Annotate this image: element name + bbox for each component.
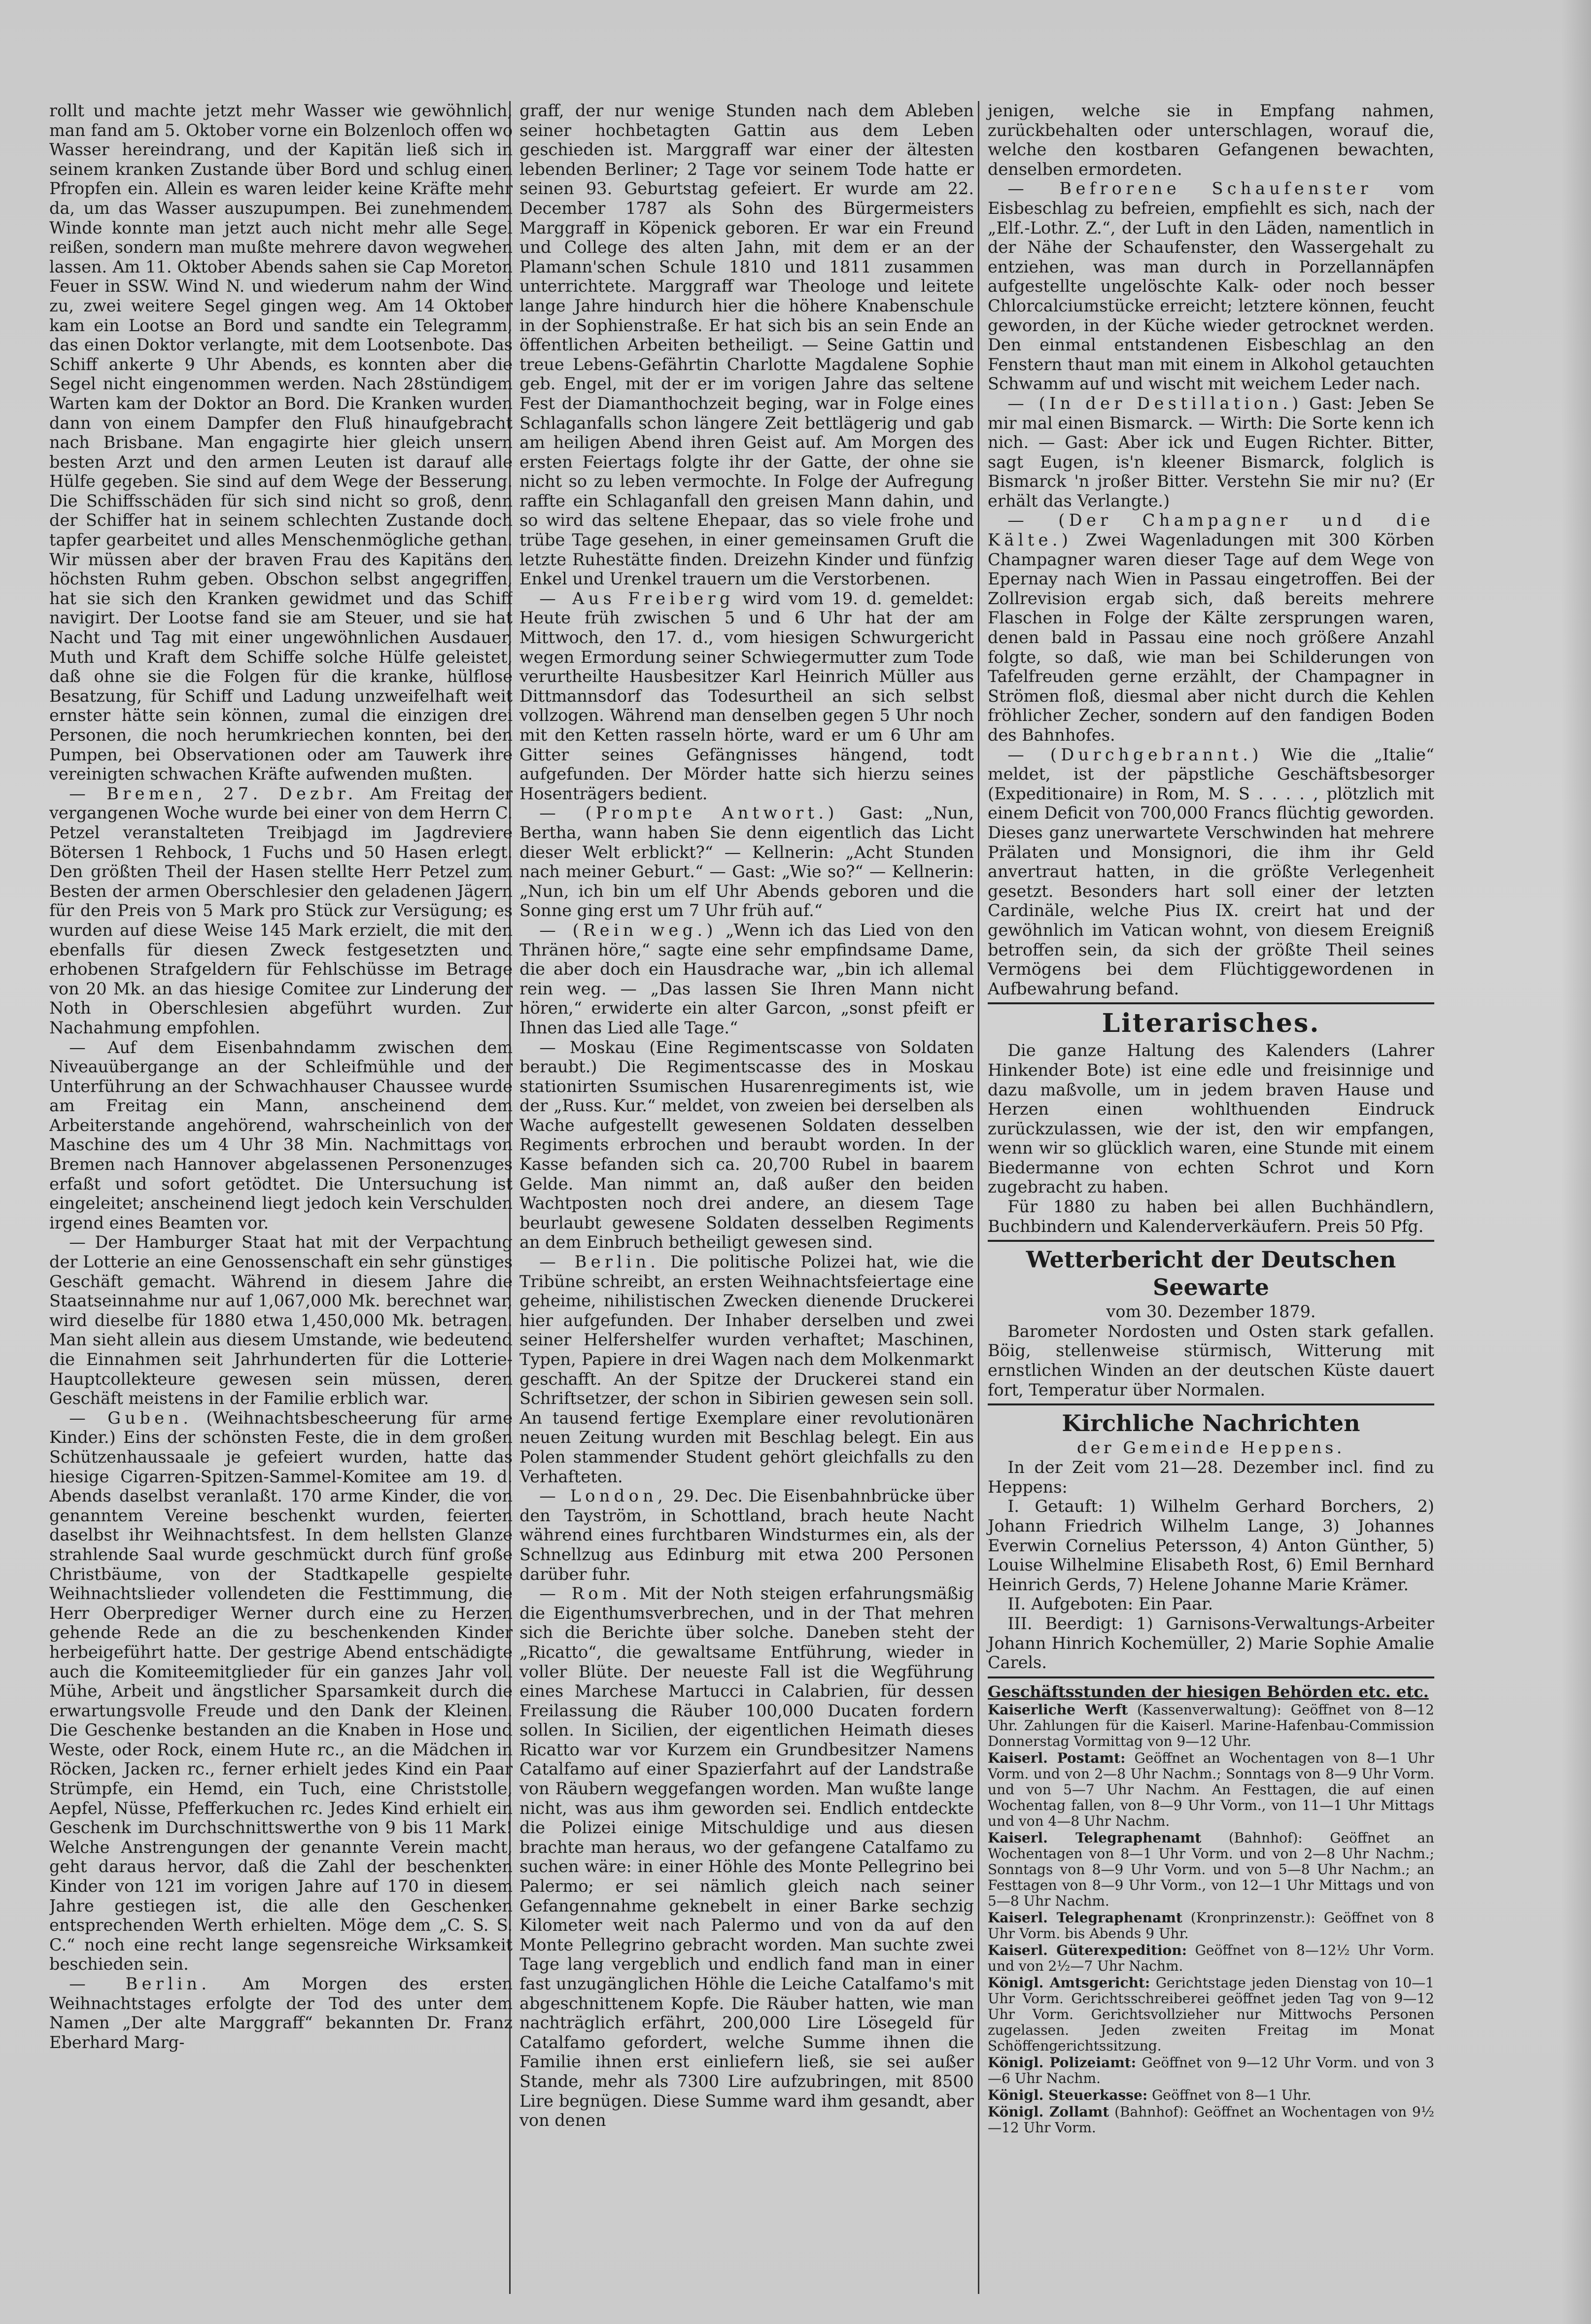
article-text: (Weihnachtsbescheerung für arme Kinder.) Eins der schönsten Feste, die in dem großen Schützenhaussaale je gefeiert wurden, hatte das hiesige Cigarren-Spitzen-Sammel-Komitee am 19. d. Abends daselbst veranlaßt. 170 arme Kinder, die von genanntem Vereine beschenkt wurden, feierten daselbst ihr Weihnachtsfest. In dem hellsten Glanze strahlende Saal wurde geschmückt durch fünf große Christbäume, von der Stadtkapelle gespielte Weihnachtslieder vollendeten die Festtimmung, die Herr Oberprediger Werner durch eine zu Herzen gehende Rede an die zu beschenkenden Kinder herbeigeführt hatte. Der gestrige Abend entschädigte auch die Komiteemitglieder für ein ganzes Jahr voll Mühe, Arbeit und ängstlicher Sparsamkeit durch die erwartungsvolle Freude und den Dank der Kleinen. Die Geschenke bestanden an die Knaben in Hose und Weste, oder Rock, einem Hute rc., an die Mädchen in Röcken, Jacken rc., ferner erhielt jedes Kind ein Paar Strümpfe, ein Hemd, ein Tuch, eine Christstolle, Aepfel, Nüsse, Pfefferkuchen rc. Jedes Kind erhielt ein Geschenk im Durchschnittswerthe von 9 bis 11 Mark! Welche Anstrengungen der genannte Verein macht, geht daraus hervor, daß die Zahl der beschenkten Kinder von 121 im vorigen Jahre auf 170 in diesem Jahre gestiegen ist, die alle den Geschenken entsprechenden Werth erhielten. Möge dem „C. S. S. C.“ noch eine recht lange segensreiche Wirksamkeit beschieden sein. bbox=[49, 1408, 513, 1974]
office-times: (Bahnhof): Geöffnet an Wochentagen von 9½—12 Uhr Vorm. bbox=[988, 2103, 1434, 2136]
article-bremen bbox=[49, 784, 513, 1038]
article-berlin-2 bbox=[519, 1252, 974, 1486]
office-name: Kaiserl. Telegraphenamt bbox=[988, 1829, 1202, 1846]
office-times: (Bahnhof): Geöffnet an Wochentagen von 8—1 Uhr Vorm. und von 2—8 Uhr Nachm.; Sonntags von 8—9 Uhr Vorm. und von 5—8 Uhr Nachm.; an Festtagen von 8—9 Uhr Vorm., von 12—1 Uhr Mittags und von 5—8 Uhr Nachm. bbox=[988, 1829, 1434, 1909]
article-text: wird vom 19. d. gemeldet: Heute früh zwischen 5 und 6 Uhr hat der am Mittwoch, den 17. d., vom hiesigen Schwurgericht wegen Ermordung seiner Schwiegermutter zum Tode verurtheilte Hausbesitzer Karl Heinrich Müller aus Dittmannsdorf das Todesurtheil an sich selbst vollzogen. Während man denselben gegen 5 Uhr noch mit den Ketten rasseln hörte, ward er um 6 Uhr am Gitter seines Gefängnisses hängend, todt aufgefunden. Der Mörder hatte sich hierzu seines Hosenträgers bedient. bbox=[519, 588, 974, 803]
article-lead: — (In der Destillation.) bbox=[1007, 393, 1303, 413]
office-hours-entry bbox=[988, 2087, 1434, 2103]
article-text: Am Freitag der vergangenen Woche wurde bei einer von dem Herrn C. Petzel veranstalteten Treibjagd im Jagdreviere Bötersen 1 Rehbock, 1 Fuchs und 50 Hasen erlegt. Den größten Theil der Hasen stellte Herr Petzel zum Besten der armen Oberschlesier den geladenen Jägern für den Preis von 5 Mark pro Stück zur Versügung; es wurden auf diese Weise 145 Mark erzielt, die mit den ebenfalls für diesen Zweck festgesetzten und erhobenen Strafgeldern für Fehlschüsse im Betrage von 20 Mk. an das hiesige Comitee zur Linderung der Noth in Oberschlesien abgeführt wurden. Zur Nachahmung empfohlen. bbox=[49, 784, 513, 1037]
section-heading-literarisches: Literarisches. bbox=[1102, 1008, 1320, 1039]
office-name: Kaiserl. Telegraphenamt bbox=[988, 1909, 1182, 1926]
article-london bbox=[519, 1486, 974, 1584]
office-hours-entry bbox=[988, 1910, 1434, 1942]
office-times: Geöffnet von 9—12 Uhr Vorm. und von 3—6 Uhr Nachm. bbox=[988, 2054, 1434, 2086]
article-lead: — Berlin. bbox=[69, 1974, 211, 1993]
article-schaufenster bbox=[988, 179, 1434, 394]
article-text: Am Morgen des ersten Weihnachtstages erfolgte der Tod des unter dem Namen „Der alte Marggraff“ bekannten Dr. Franz Eberhard Marg- bbox=[49, 1974, 513, 2052]
section-divider bbox=[988, 1403, 1434, 1405]
office-hours-entry bbox=[988, 1943, 1434, 1974]
office-times: (Kronprinzenstr.): Geöffnet von 8 Uhr Vorm. bis Abends 9 Uhr. bbox=[988, 1909, 1434, 1942]
office-times: Geöffnet von 8—1 Uhr. bbox=[1152, 2086, 1312, 2103]
article-lead: — Bremen, 27. Dezbr. bbox=[69, 784, 357, 803]
column-3 bbox=[981, 101, 1434, 2294]
article-prompte-antwort bbox=[519, 803, 974, 921]
article-lead: — (Rein weg.) bbox=[539, 920, 717, 940]
office-hours-entry bbox=[988, 2104, 1434, 2136]
article-text: — Der Hamburger Staat hat mit der Verpachtung der Lotterie an eine Genossenschaft ein sehr günstiges Geschäft gemacht. Während in diesem Jahre die Staatseinnahme nur auf 1,067,000 Mk. berechnet war, wird dieselbe für 1880 etwa 1,450,000 Mk. betragen. Man sieht allein aus diesem Umstande, wie bedeutend die Einnahmen seit Jahrhunderten für die Lotterie-Hauptcollekteure gewesen sein müssen, deren Geschäft meistens in der Familie erblich war. bbox=[49, 1232, 513, 1408]
office-times: (Kassenverwaltung): Geöffnet von 8—12 Uhr. Zahlungen für die Kaiserl. Marine-Hafenbau-Commission Donnerstag Vormittag von 9—12 Uhr. bbox=[988, 1701, 1434, 1749]
office-name: Königl. Zollamt bbox=[988, 2103, 1109, 2120]
column-2 bbox=[513, 101, 981, 2294]
office-name: Königl. Steuerkasse: bbox=[988, 2086, 1148, 2103]
church-baptized: I. Getauft: 1) Wilhelm Gerhard Borchers, 2) Johann Friedrich Wilhelm Lange, 3) Johannes Everwin Cornelius Petersson, 4) Anton Günther, 5) Louise Wilhelmine Elisabeth Rost, 6) Emil Bernhard Heinrich Gerds, 7) Helene Johanne Marie Krämer. bbox=[988, 1497, 1434, 1594]
article-text: — Auf dem Eisenbahndamm zwischen dem Niveauübergange an der Schleifmühle und der Unterführung an der Schwachhauser Chaussee wurde am Freitag ein Mann, anscheinend dem Arbeiterstande angehörend, wahrscheinlich von der Maschine des um 4 Uhr 38 Min. Nachmittags von Bremen nach Hannover abgelassenen Personenzuges erfaßt und sofort getödtet. Die Untersuchung ist eingeleitet; anscheinend liegt jedoch kein Verschulden irgend eines Beamten vor. bbox=[49, 1037, 513, 1232]
article-text: Mit der Noth steigen erfahrungsmäßig die Eigenthumsverbrechen, und in der That mehren sich die Berichte über solche. Daneben steht der „Ricatto“, die gewaltsame Entführung, wieder in voller Blüte. Der neueste Fall ist die Wegführung eines Marchese Martucci in Calabrien, für dessen Freilassung die Räuber 100,000 Ducaten fordern sollen. In Sicilien, der eigentlichen Heimath dieses Ricatto war vor Kurzem ein Grundbesitzer Namens Catalfamo auf einer Spazierfahrt auf der Landstraße von Räubern weggefangen worden. Man wußte lange nicht, was aus ihm geworden sei. Endlich entdeckte die Polizei einige Mitschuldige und aus diesen brachte man heraus, wo der gefangene Catalfamo zu suchen wäre: in einer Höhle des Monte Pellegrino bei Palermo; er sei nämlich gleich nach seiner Gefangennahme geknebelt in einer Barke sechzig Kilometer weit nach Palermo und von da auf den Monte Pellegrino gebracht worden. Man suchte zwei Tage lang vergeblich und endlich fand man in einer fast unzugänglichen Höhle die Leiche Catalfamo's mit abgeschnittenem Kopfe. Die Räuber hatten, wie man nachträglich erfährt, 200,000 Lire Lösegeld für Catalfamo gefordert, welche Summe ihnen die Familie ihnen erst einliefern ließ, sie sei außer Stande, mehr als 7300 Lire aufzubringen, mit 8500 Lire begnügen. Diese Summe ward ihm gesandt, aber von denen bbox=[519, 1584, 974, 2130]
office-name: Königl. Polizeiamt: bbox=[988, 2054, 1137, 2071]
section-divider bbox=[988, 1240, 1434, 1242]
office-hours-entry bbox=[988, 1702, 1434, 1749]
article-rein-weg bbox=[519, 921, 974, 1038]
article-text: vom Eisbeschlag zu befreien, empfiehlt es sich, nach der „Elf.-Lothr. Z.“, der Luft in den Läden, namentlich in der Nähe der Schaufenster, den Wassergehalt zu entziehen, was man durch in Porzellannäpfen aufgestellte ungelöschte Kalk- oder noch besser Chlorcalciumstücke erreicht; letztere können, feucht geworden, in der Küche wieder getrocknet werden. Den einmal entstandenen Eisbeschlag an den Fenstern thaut man mit einem in Alkohol getauchten Schwamm auf und wischt mit weichem Leder nach. bbox=[988, 179, 1434, 394]
article-text: Gast: „Nun, Bertha, wann haben Sie denn eigentlich das Licht dieser Welt erblickt?“ — Kellnerin: „Acht Stunden nach meiner Geburt.“ — Gast: „Wie so?“ — Kellnerin: „Nun, ich bin um elf Uhr Abends geboren und die Sonne ging erst um 7 Uhr früh auf.“ bbox=[519, 803, 974, 921]
page-edge-shadow bbox=[1561, 0, 1591, 2324]
article-text: Gast: Jeben Se mir mal einen Bismarck. — Wirth: Die Sorte kenn ich nich. — Gast: Aber ick und Eugen Richter. Bitter, sagt Eugen, is'n kleener Bismarck, folglich is Bismarck 'n jroßer Bitter. Verstehn Sie mir nu? (Er erhält das Verlangte.) bbox=[988, 393, 1434, 511]
article-lead: — Berlin. bbox=[539, 1252, 660, 1272]
article-freiberg bbox=[519, 589, 974, 804]
article-rom bbox=[519, 1584, 974, 2130]
section-divider bbox=[988, 1676, 1434, 1678]
article-lead: — (Durchgebrannt.) bbox=[1007, 745, 1263, 764]
column-1 bbox=[49, 101, 513, 2294]
office-hours-entry bbox=[988, 1750, 1434, 1829]
office-times: Gerichtstage jeden Dienstag von 10—1 Uhr Vorm. Gerichtsschreiberei geöffnet jeden Tag von 9—12 Uhr Vorm. Gerichtsvollzieher nur Mittwochs Personen zugelassen. Jeden zweiten Freitag im Monat Schöffengerichtssitzung. bbox=[988, 1974, 1434, 2054]
office-hours-entry bbox=[988, 1830, 1434, 1909]
article-text: 29. Dec. Die Eisenbahnbrücke über den Tayström, in Schottland, brach heute Nacht während eines furchtbaren Windsturmes ein, als der Schnellzug aus Edinburg mit etwa 200 Personen darüber fuhr. bbox=[519, 1486, 974, 1584]
article-champagner bbox=[988, 511, 1434, 745]
church-subheading: der Gemeinde Heppens. bbox=[1077, 1438, 1345, 1458]
office-hours bbox=[988, 1682, 1434, 2136]
office-name: Kaiserliche Werft bbox=[988, 1701, 1128, 1718]
article-lead: — (Der Champagner und die Kälte.) bbox=[988, 511, 1434, 550]
article-text: graff, der nur wenige Stunden nach dem Ableben seiner hochbetagten Gattin aus dem Leben geschieden ist. Marggraff war einer der ältesten lebenden Berliner; 2 Tage vor seinem Tode hatte er seinen 93. Geburtstag gefeiert. Er wurde am 22. December 1787 als Sohn des Bürgermeisters Marggraff in Köpenick geboren. Er war ein Freund und College des alten Jahn, mit dem er an der Plamann'schen Schule 1810 und 1811 zusammen unterrichtete. Marggraff war Theologe und leitete lange Jahre hindurch hier die höhere Knabenschule in der Sophienstraße. Er hat sich bis an sein Ende an öffentlichen Arbeiten betheiligt. — Seine Gattin und treue Lebens-Gefährtin Charlotte Magdalene Sophie geb. Engel, mit der er im vorigen Jahre das seltene Fest der Diamanthochzeit beging, war in Folge eines Schlaganfalls schon längere Zeit bettlägerig und gab am heiligen Abend ihren Geist auf. Am Morgen des ersten Feiertags folgte ihr der Gatte, der ohne sie nicht so zu leben vermochte. In Folge der Aufregung raffte ein Schlaganfall den greisen Mann dahin, und so wird das seltene Ehepaar, das so viele frohe und trübe Tage gesehen, in einer gemeinsamen Gruft die letzte Ruhestätte finden. Dreizehn Kinder und fünfzig Enkel und Urenkel trauern um die Verstorbenen. bbox=[519, 101, 974, 589]
church-banns: II. Aufgeboten: Ein Paar. bbox=[1007, 1594, 1213, 1614]
article-text: rollt und machte jetzt mehr Wasser wie gewöhnlich, man fand am 5. Oktober vorne ein Bolzenloch offen wo Wasser hereindrang, und der Kapitän ließ sich in seinem kranken Zustande über Bord und schlug einen Pfropfen ein. Allein es waren leider keine Kräfte mehr da, um das Wasser auszupumpen. Bei zunehmendem Winde konnte man jetzt auch nicht mehr alle Segel reißen, sondern man mußte mehrere davon wegwehen lassen. Am 11. Oktober Abends sahen sie Cap Moreton Feuer in SSW. Wind N. und wiederum nahm der Wind zu, zwei weitere Segel gingen weg. Am 14 Oktober kam ein Lootse an Bord und sandte ein Telegramm, das einen Doktor verlangte, mit dem Lootsenbote. Das Schiff ankerte 9 Uhr Abends, es konnten aber die Segel nicht eingenommen werden. Nach 28stündigem Warten kam der Doktor an Bord. Die Kranken wurden dann von einem Dampfer den Fluß hinaufgebracht nach Brisbane. Man engagirte hier gleich unsern besten Arzt und den armen Leuten ist darauf alle Hülfe gegeben. Sie sind auf dem Wege der Besserung. Die Schiffsschäden für sich sind nicht so groß, denn der Schiffer hat in seinem schlechten Zustande doch tapfer gearbeitet und alles Menschenmögliche gethan. Wir müssen aber der braven Frau des Kapitäns den höchsten Ruhm geben. Obschon selbst angegriffen, hat sie sich den Kranken gewidmet und das Schiff navigirt. Der Lootse fand sie am Steuer, und sie hat Nacht und Tag mit einer ungewöhnlichen Ausdauer, Muth und Kraft dem Schiffe solche Hülfe geleistet, daß ohne sie die Folgen für die kranke, hülflose Besatzung, für Schiff und Ladung unzweifelhaft weit ernster hätte sein können, zumal die einzigen drei Personen, die noch herumkriechen konnten, bei den Pumpen, bei Observationen oder am Tauwerk ihre vereinigten schwachen Kräfte aufwenden mußten. bbox=[49, 101, 513, 784]
section-heading-church: Kirchliche Nachrichten bbox=[1062, 1410, 1360, 1437]
literary-text: Die ganze Haltung des Kalenders (Lahrer Hinkender Bote) ist eine edle und freisinnige und dazu maßvolle, um in jedem braven Hause und Herzen einen wohlthuenden Eindruck zurückzulassen, wie der ist, den wir empfangen, wenn wir so glücklich waren, eine Stunde mit einem Biedermanne von echten Schrot und Korn zugebracht zu haben. bbox=[988, 1041, 1434, 1197]
article-text: Die politische Polizei hat, wie die Tribüne schreibt, an ersten Weihnachtsfeiertage eine geheime, nihilistischen Zwecken dienende Druckerei hier aufgefunden. Der Inhaber derselben und zwei seiner Helfershelfer wurden verhaftet; Maschinen, Typen, Papiere in drei Wagen nach dem Molkenmarkt geschafft. An der Spitze der Druckerei stand ein Schriftsetzer, der schon in Sibirien gewesen sein soll. An tausend fertige Exemplare einer revolutionären neuen Zeitung wurden mit Beschlag belegt. Ein aus Polen stammender Student gehört gleichfalls zu den Verhafteten. bbox=[519, 1252, 974, 1486]
article-text: Wie die „Italie“ meldet, ist der päpstliche Geschäftsbesorger (Expeditionaire) in Rom, M. S . . . . , plötzlich mit einem Deficit von 700,000 Francs flüchtig geworden. Dieses ganz unerwartete Verschwinden hat mehrere Prälaten und Monsignori, die ihm ihr Geld anvertraut hatten, in die größte Verlegenheit gesetzt. Besonders hart soll einer der letzten Cardinäle, welche Pius IX. creirt hat und der gewöhnlich im Vatican wohnt, von diesem Ereigniß betroffen sein, da sich der größte Theil seines Vermögens bei dem Flüchtiggewordenen in Aufbewahrung befand. bbox=[988, 745, 1434, 998]
article-durchgebrannt bbox=[988, 745, 1434, 999]
church-intro: In der Zeit vom 21—28. Dezember incl. find zu Heppens: bbox=[988, 1458, 1434, 1497]
article-destillation bbox=[988, 394, 1434, 511]
article-text: „Wenn ich das Lied von den Thränen höre,“ sagte eine sehr empfindsame Dame, die aber doch ein Hausdrache war, „bin ich allemal rein weg. — „Das lassen Sie Ihren Mann nicht hören,“ erwiderte ein alter Garcon, „sonst pfeift er Ihnen das Lied alle Tage.“ bbox=[519, 920, 974, 1037]
office-name: Kaiserl. Güterexpedition: bbox=[988, 1942, 1187, 1958]
article-text: jenigen, welche sie in Empfang nahmen, zurückbehalten oder unterschlagen, worauf die, welche den kostbaren Gefangenen bewachten, denselben ermordeten. bbox=[988, 101, 1434, 179]
article-lead: — London, bbox=[539, 1486, 667, 1506]
article-lead: — Aus Freiberg bbox=[539, 588, 734, 608]
section-heading-weather: Wetterbericht der Deutschen Seewarte bbox=[1026, 1246, 1396, 1301]
article-lead: — (Prompte Antwort.) bbox=[539, 803, 838, 823]
office-hours-entry bbox=[988, 1975, 1434, 2054]
section-divider bbox=[988, 1002, 1434, 1004]
article-text: Zwei Wagenladungen mit 300 Körben Champagner waren dieser Tage auf dem Wege von Epernay nach Wien in Passau eingetroffen. Bei der Zollrevision ergab sich, daß bereits mehrere Flaschen in Folge der Kälte zersprungen waren, denen bald in Passau eine noch größere Anzahl folgte, so daß, wie man bei Schilderungen von Tafelfreuden gerne erzählt, der Champagner in Strömen floß, diesmal aber nicht durch die Kehlen fröhlicher Zecher, sondern auf den fandigen Boden des Bahnhofes. bbox=[988, 530, 1434, 745]
article-text: — Moskau (Eine Regimentscasse von Soldaten beraubt.) Die Regimentscasse des in Moskau stationirten Ssumischen Husarenregiments ist, wie der „Russ. Kur.“ meldet, von zweien bei derselben als Wache aufgestellt gewesenen Soldaten desselben Regiments erbrochen und beraubt worden. In der Kasse befanden sich ca. 20,700 Rubel in baarem Gelde. Man nimmt an, daß außer den beiden Wachtposten noch drei andere, an diesem Tage beurlaubt gewesene Soldaten desselben Regiments an dem Einbruch betheiligt gewesen sind. bbox=[519, 1037, 974, 1252]
church-buried: III. Beerdigt: 1) Garnisons-Verwaltungs-Arbeiter Johann Hinrich Kochemüller, 2) Marie Sophie Amalie Carels. bbox=[988, 1613, 1434, 1673]
article-lead: — Befrorene Schaufenster bbox=[1007, 179, 1373, 199]
office-name: Königl. Amtsgericht: bbox=[988, 1974, 1150, 1991]
article-lead: — Rom. bbox=[539, 1584, 632, 1604]
office-hours-heading: Geschäftsstunden der hiesigen Behörden etc. etc. bbox=[988, 1682, 1429, 1701]
office-times: Geöffnet an Wochentagen von 8—1 Uhr Vorm. und von 2—8 Uhr Nachm.; Sonntags von 8—9 Uhr Vorm. und von 5—7 Uhr Nachm. An Festtagen, die auf einen Wochentag fallen, von 8—9 Uhr Vorm., von 11—1 Uhr Mittags und von 4—8 Uhr Nachm. bbox=[988, 1749, 1434, 1829]
office-times: Geöffnet von 8—12½ Uhr Vorm. und von 2½—7 Uhr Nachm. bbox=[988, 1942, 1434, 1974]
literary-text: Für 1880 zu haben bei allen Buchhändlern, Buchbindern und Kalenderverkäufern. Preis 50 Pfg. bbox=[988, 1197, 1434, 1236]
article-lead: — Guben. bbox=[69, 1408, 193, 1428]
office-name: Kaiserl. Postamt: bbox=[988, 1749, 1126, 1766]
weather-date: vom 30. Dezember 1879. bbox=[1106, 1302, 1316, 1322]
article-guben bbox=[49, 1408, 513, 1974]
weather-text: Barometer Nordosten und Osten stark gefallen. Böig, stellenweise stürmisch, Witterung mit ernstlichen Winden an der deutschen Küste dauert fort, Temperatur über Normalen. bbox=[988, 1321, 1434, 1400]
article-berlin bbox=[49, 1974, 513, 2052]
office-hours-entry bbox=[988, 2055, 1434, 2086]
